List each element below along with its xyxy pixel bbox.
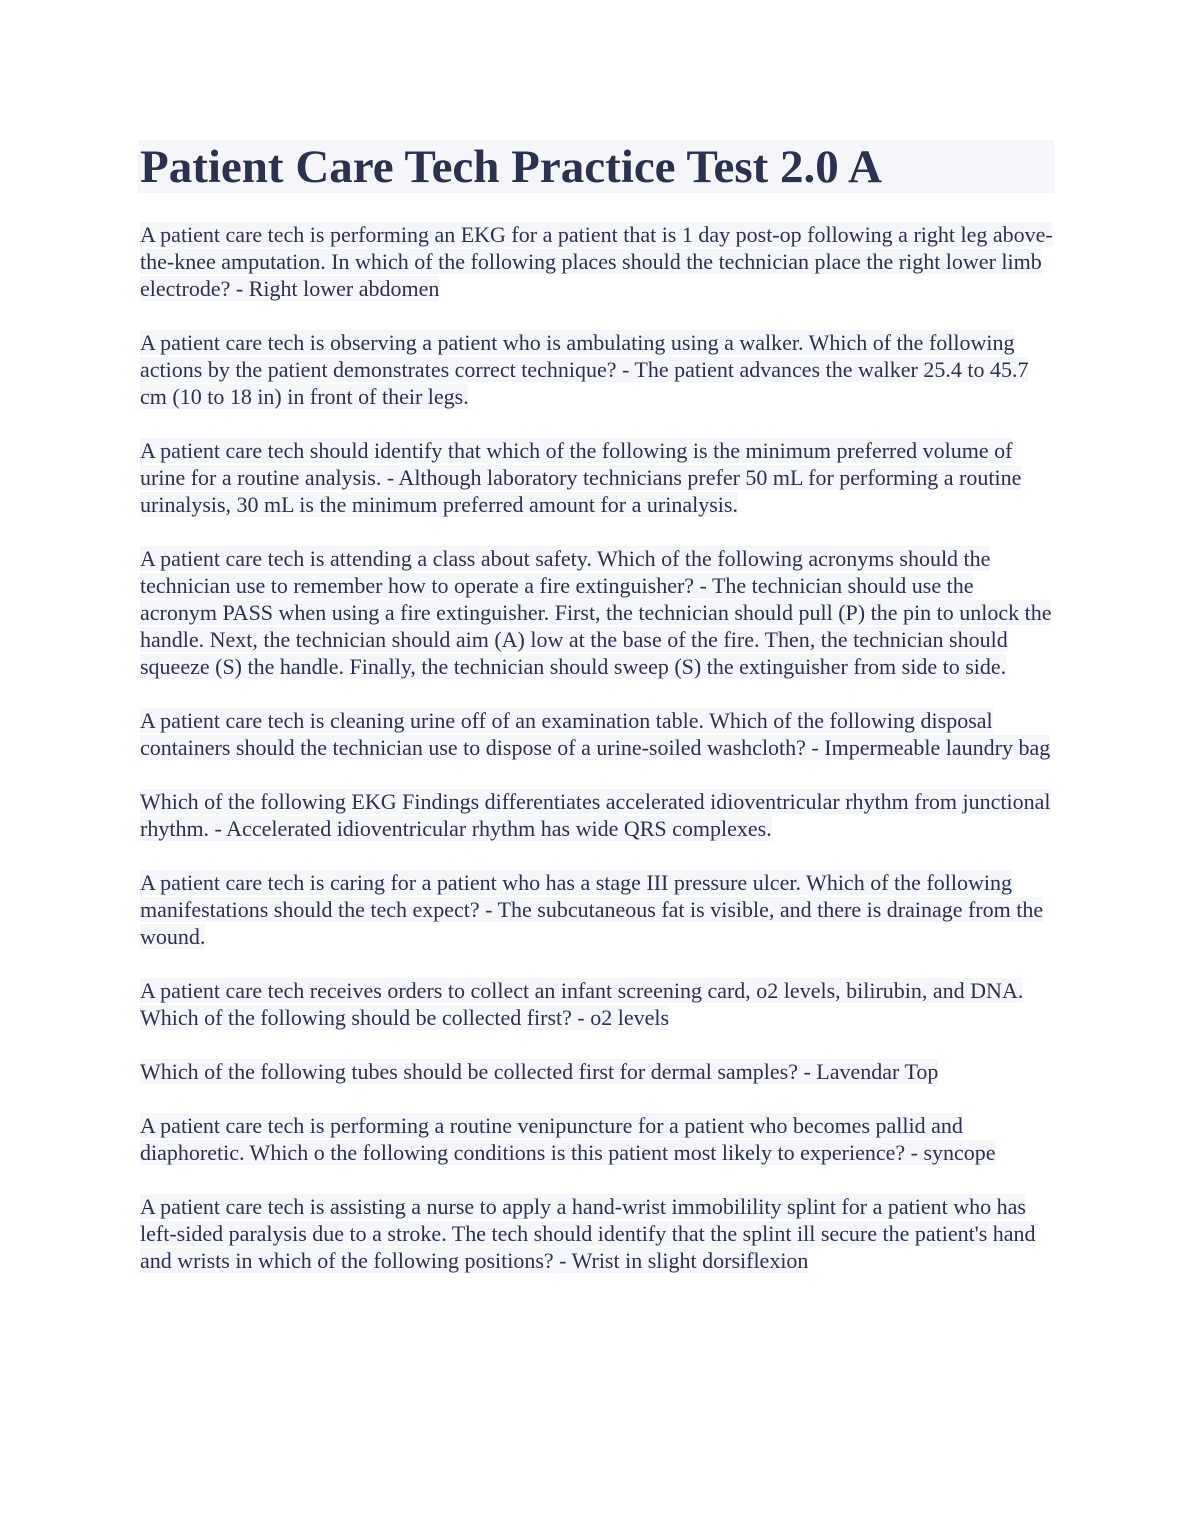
question-text: A patient care tech is attending a class about safety. Which of the following acronyms should the technician use to remember how to operate a fire extinguisher? - The technician should use the acronym PASS when using a fire extinguisher. First, the technician should pull (P) the pin to unlock the handle. Next, the technician should aim (A) low at the base of the fire. Then, the technician should squeeze (S) the handle. Finally, the technician should sweep (S) the extinguisher from side to side.: [140, 546, 1052, 679]
question-item: [140, 221, 1054, 302]
question-item: [140, 788, 1054, 842]
question-item: [140, 329, 1054, 410]
question-text: A patient care tech receives orders to collect an infant screening card, o2 levels, bilirubin, and DNA. Which of the following should be collected first? - o2 levels: [140, 978, 1024, 1030]
question-item: [140, 545, 1054, 680]
question-item: [140, 437, 1054, 518]
question-item: [140, 869, 1054, 950]
question-text: Which of the following tubes should be collected first for dermal samples? - Lavendar Top: [140, 1059, 939, 1084]
question-list: [138, 221, 1054, 1274]
document-title: Patient Care Tech Practice Test 2.0 A: [140, 141, 882, 193]
question-text: Which of the following EKG Findings differentiates accelerated idioventricular rhythm from junctional rhythm. - Accelerated idioventricular rhythm has wide QRS complexes.: [140, 789, 1051, 841]
question-item: [140, 707, 1054, 761]
question-text: A patient care tech is assisting a nurse to apply a hand-wrist immobilility splint for a patient who has left-sided paralysis due to a stroke. The tech should identify that the splint ill secure the patient's hand and wrists in which of the following positions? - Wrist in slight dorsiflexion: [140, 1194, 1036, 1273]
question-text: A patient care tech is caring for a patient who has a stage III pressure ulcer. Which of the following manifestations should the tech expect? - The subcutaneous fat is visible, and there is drainage from the wound.: [140, 870, 1044, 949]
question-item: [140, 977, 1054, 1031]
title-block: [138, 140, 1054, 193]
question-item: [140, 1112, 1054, 1166]
question-item: [140, 1058, 1054, 1085]
question-text: A patient care tech should identify that which of the following is the minimum preferred volume of urine for a routine analysis. - Although laboratory technicians prefer 50 mL for performing a routine urinalysis, 30 mL is the minimum preferred amount for a urinalysis.: [140, 438, 1022, 517]
question-item: [140, 1193, 1054, 1274]
question-text: A patient care tech is observing a patient who is ambulating using a walker. Which of the following actions by the patient demonstrates correct technique? - The patient advances the walker 25.4 to 45.7 cm (10 to 18 in) in front of their legs.: [140, 330, 1029, 409]
question-text: A patient care tech is performing an EKG for a patient that is 1 day post-op following a right leg above-the-knee amputation. In which of the following places should the technician place the right lower limb electrode? - Right lower abdomen: [140, 222, 1053, 301]
question-text: A patient care tech is performing a routine venipuncture for a patient who becomes pallid and diaphoretic. Which o the following conditions is this patient most likely to experience? - syncope: [140, 1113, 996, 1165]
document-page: [138, 140, 1054, 1301]
question-text: A patient care tech is cleaning urine off of an examination table. Which of the following disposal containers should the technician use to dispose of a urine-soiled washcloth? - Impermeable laundry bag: [140, 708, 1051, 760]
